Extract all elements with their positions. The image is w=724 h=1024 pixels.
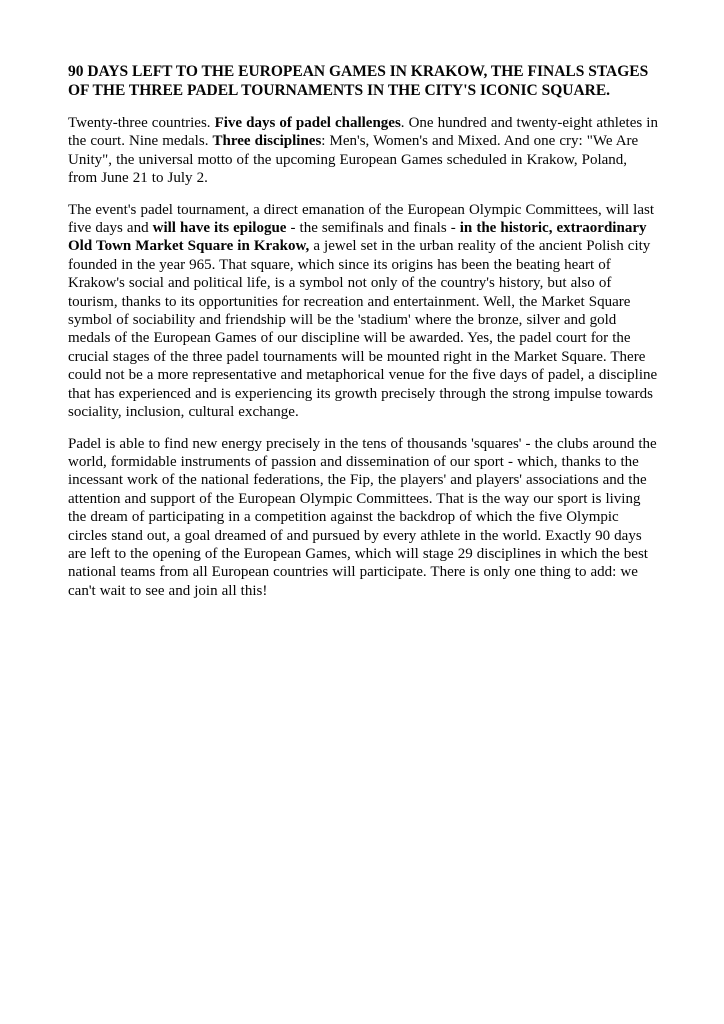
text-run: a jewel set in the urban reality of the ancient Polish city founded in the year 965. That square, which since its origins has been the beating heart of Krakow's social and political life, is a symbol not only of the country's history, but also of tourism, thanks to its opportunities for recreation and entertainment. Well, the Market Square symbol of sociability and friendship will be the 'stadium' where the bronze, silver and gold medals of the European Games of our discipline will be awarded. Yes, the padel court for the crucial stages of the three padel tournaments will be mounted right in the Market Square. There could not be a more representative and metaphorical venue for the five days of padel, a discipline that has experienced and is experiencing its growth precisely through the strong impulse towards sociality, inclusion, cultural exchange. [68,238,658,421]
bold-text-run: Five days of padel challenges [214,115,401,131]
text-run: The event's padel tournament, a direct emanation of the European Olympic Committees, will last five days and [68,201,655,237]
text-run: - the semifinals and finals - [286,220,460,237]
text-run: : Men's, Women's and Mixed. And one cry: "We Are Unity", the universal motto of the upcoming European Games scheduled in Krakow, Poland, from June 21 to July 2. [68,133,639,187]
bold-text-run: Three disciplines [212,133,322,150]
bold-text-run: will have its epilogue [152,220,287,237]
document-content [68,62,660,613]
text-run: Twenty-three countries. [68,115,215,131]
document-paragraphs [68,114,660,600]
text-run: . One hundred and twenty-eight athletes in the court. Nine medals. [68,115,658,150]
document-title: 90 DAYS LEFT TO THE EUROPEAN GAMES IN KRAKOW, THE FINALS STAGES OF THE THREE PADEL TOURNAMENTS IN THE CITY'S ICONIC SQUARE. [68,63,649,99]
paragraph [68,114,660,188]
bold-text-run: in the historic, extraordinary Old Town Market Square in Krakow, [68,220,647,255]
text-run: Padel is able to find new energy precisely in the tens of thousands 'squares' - the clubs around the world, formidable instruments of passion and dissemination of our sport - which, thanks to the incessant work of the national federations, the Fip, the players' and players' associations and the attention and support of the European Olympic Committees. That is the way our sport is living the dream of participating in a competition against the backdrop of which the five Olympic circles stand out, a goal dreamed of and pursued by every athlete in the world. Exactly 90 days are left to the opening of the European Games, which will stage 29 disciplines in which the best national teams from all European countries will participate. There is only one thing to add: we can't wait to see and join all this! [68,435,657,599]
paragraph [68,201,660,422]
paragraph [68,435,660,601]
